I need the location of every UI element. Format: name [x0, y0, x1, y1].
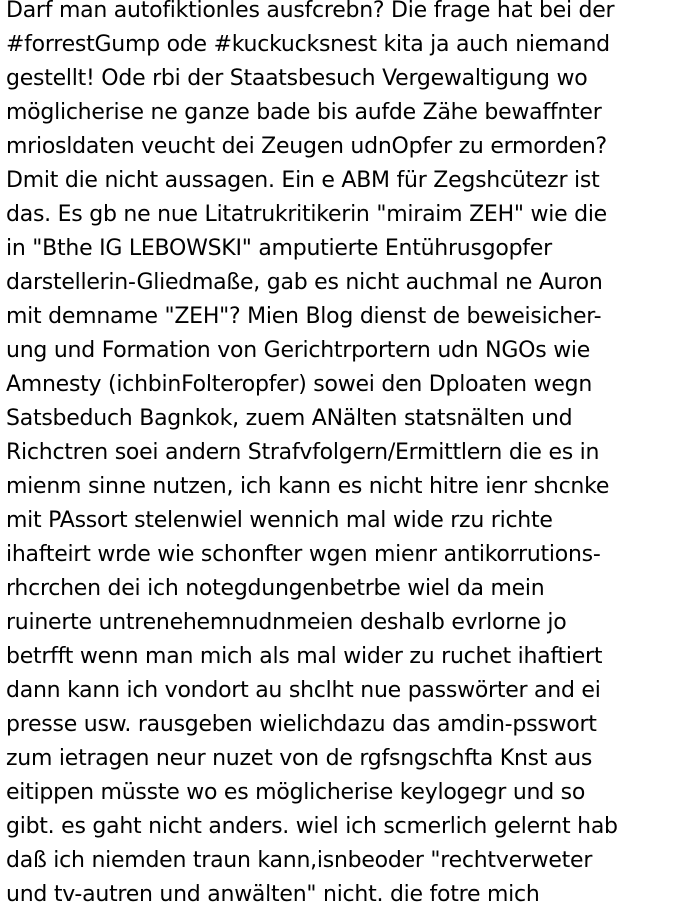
- text-line: ruinerte untrenehemnudnmeien deshalb evrlorne jo: [6, 610, 567, 635]
- text-line: mit PAssort stelenwiel wennich mal wide rzu richte: [6, 508, 553, 533]
- text-line: mriosldaten veucht dei Zeugen udnOpfer zu ermorden?: [6, 134, 607, 159]
- text-line: möglicherise ne ganze bade bis aufde Zähe bewaffnter: [6, 100, 602, 125]
- text-line: Amnesty (ichbinFolteropfer) sowei den Dploaten wegn: [6, 372, 593, 397]
- text-line: daß ich niemden traun kann,isnbeoder "rechtverweter: [6, 848, 593, 873]
- text-line: in "Bthe IG LEBOWSKI" amputierte Entührusgopfer: [6, 236, 552, 261]
- text-line: ung und Formation von Gerichtrportern udn NGOs wie: [6, 338, 591, 363]
- text-line: Dmit die nicht aussagen. Ein e ABM für Zegshcütezr ist: [6, 168, 600, 193]
- text-line: presse usw. rausgeben wielichdazu das amdin-psswort: [6, 712, 597, 737]
- text-line: gestellt! Ode rbi der Staatsbesuch Vergewaltigung wo: [6, 66, 588, 91]
- text-line: #forrestGump ode #kuckucksnest kita ja auch niemand: [6, 32, 610, 57]
- text-line: eitippen müsste wo es möglicherise keylogegr und so: [6, 780, 586, 805]
- text-line: ihafteirt wrde wie schonfter wgen mienr antikorrutions-: [6, 542, 601, 567]
- text-line: Richctren soei andern Strafvfolgern/Ermittlern die es in: [6, 440, 600, 465]
- text-line: rhcrchen dei ich notegdungenbetrbe wiel da mein: [6, 576, 545, 601]
- text-line: und tv-autren und anwälten" nicht. die fotre mich: [6, 882, 540, 907]
- text-line: darstellerin-Gliedmaße, gab es nicht auchmal ne Auron: [6, 270, 603, 295]
- document-text: [6, 0, 618, 912]
- text-line: betrfft wenn man mich als mal wider zu ruchet ihaftiert: [6, 644, 603, 669]
- text-line: mit demname "ZEH"? Mien Blog dienst de beweisicher-: [6, 304, 602, 329]
- text-line: Satsbeduch Bagnkok, zuem ANälten statsnälten und: [6, 406, 573, 431]
- text-line: das. Es gb ne nue Litatrukritikerin "miraim ZEH" wie die: [6, 202, 607, 227]
- text-line: Darf man autofiktionles ausfcrebn? Die frage hat bei der: [6, 0, 615, 23]
- text-line: dann kann ich vondort au shclht nue passwörter and ei: [6, 678, 601, 703]
- text-line: gibt. es gaht nicht anders. wiel ich scmerlich gelernt hab: [6, 814, 618, 839]
- text-line: zum ietragen neur nuzet von de rgfsngschfta Knst aus: [6, 746, 593, 771]
- text-line: mienm sinne nutzen, ich kann es nicht hitre ienr shcnke: [6, 474, 610, 499]
